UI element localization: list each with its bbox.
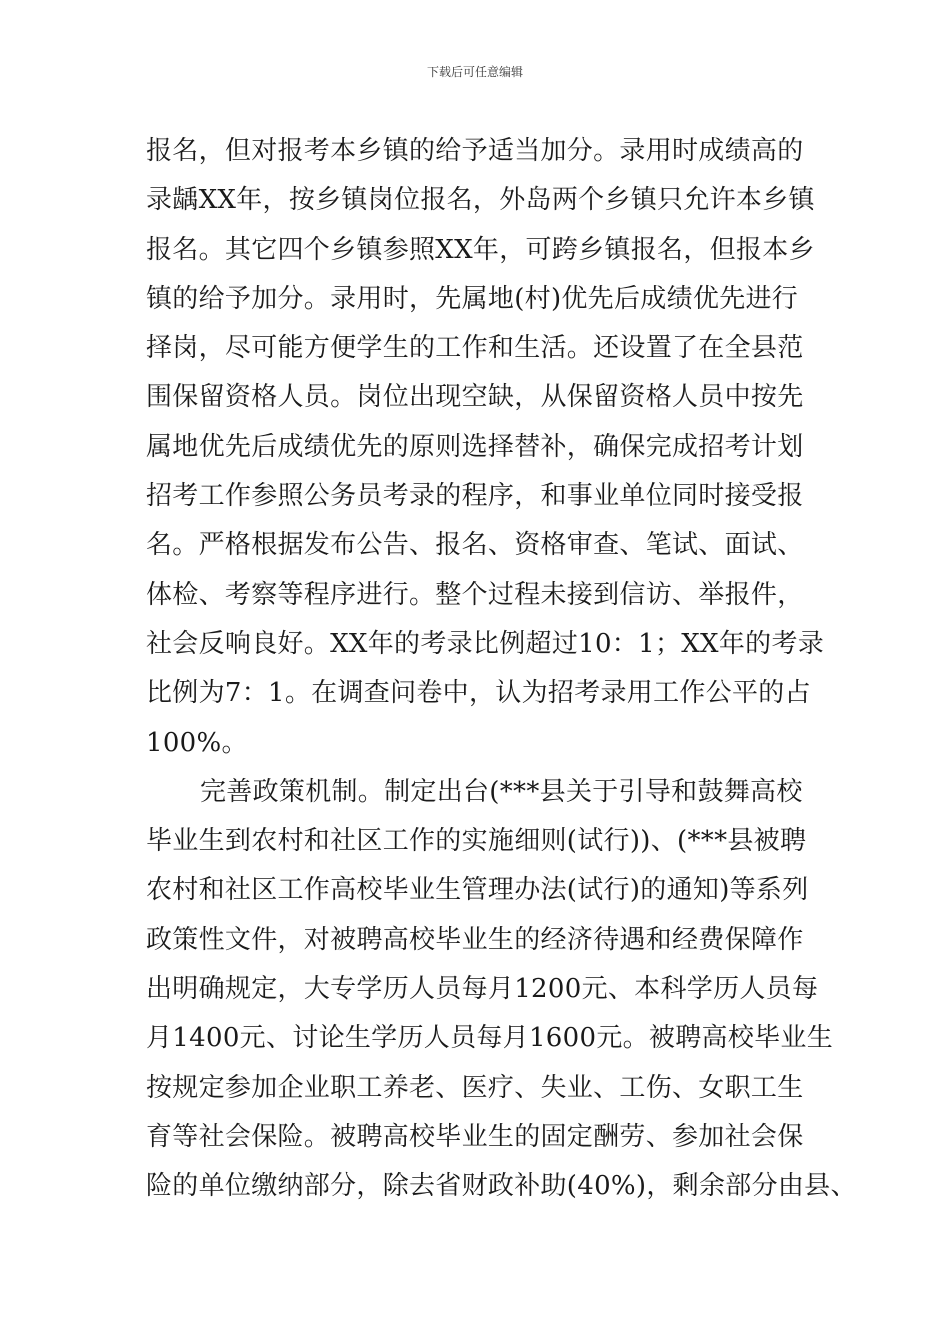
text-line: 月1400元、讨论生学历人员每月1600元。被聘高校毕业生 [146,1023,834,1054]
text-line: 100%。 [146,727,248,758]
text-line: 社会反响良好。XX年的考录比例超过10：1；XX年的考录 [146,628,825,659]
text-line: 农村和社区工作高校毕业生管理办法(试行)的通知)等系列 [146,875,809,906]
page-header: 下载后可任意编辑 [426,65,523,79]
document-body [146,127,857,1212]
text-line: 险的单位缴纳部分，除去省财政补助(40%)，剩余部分由县、 [146,1171,857,1202]
text-line: 报名。其它四个乡镇参照XX年，可跨乡镇报名，但报本乡 [146,234,815,265]
text-line: 属地优先后成绩优先的原则选择替补，确保完成招考计划 [146,431,804,462]
text-line: 名。严格根据发布公告、报名、资格审查、笔试、面试、 [146,530,804,561]
text-line: 育等社会保险。被聘高校毕业生的固定酬劳、参加社会保 [146,1121,804,1152]
text-line: 出明确规定，大专学历人员每月1200元、本科学历人员每 [146,974,819,1005]
text-line: 比例为7：1。在调查问卷中，认为招考录用工作公平的占 [146,678,811,709]
text-line: 围保留资格人员。岗位出现空缺，从保留资格人员中按先 [146,382,804,413]
text-line: 政策性文件，对被聘高校毕业生的经济待遇和经费保障作 [146,924,804,955]
text-line: 毕业生到农村和社区工作的实施细则(试行))、(***县被聘 [146,826,807,857]
text-line: 镇的给予加分。录用时，先属地(村)优先后成绩优先进行 [146,283,799,314]
text-line: 按规定参加企业职工养老、医疗、失业、工伤、女职工生 [146,1072,804,1103]
text-line: 择岗，尽可能方便学生的工作和生活。还设置了在全县范 [146,333,804,364]
text-line: 录龋XX年，按乡镇岗位报名，外岛两个乡镇只允许本乡镇 [146,185,815,216]
text-line: 体检、考察等程序进行。整个过程未接到信访、举报件， [146,579,804,610]
text-line: 招考工作参照公务员考录的程序，和事业单位同时接受报 [146,481,804,512]
paragraph-start-line: 完善政策机制。制定出台(***县关于引导和鼓舞高校 [200,776,803,807]
text-line: 报名，但对报考本乡镇的给予适当加分。录用时成绩高的 [146,136,804,166]
